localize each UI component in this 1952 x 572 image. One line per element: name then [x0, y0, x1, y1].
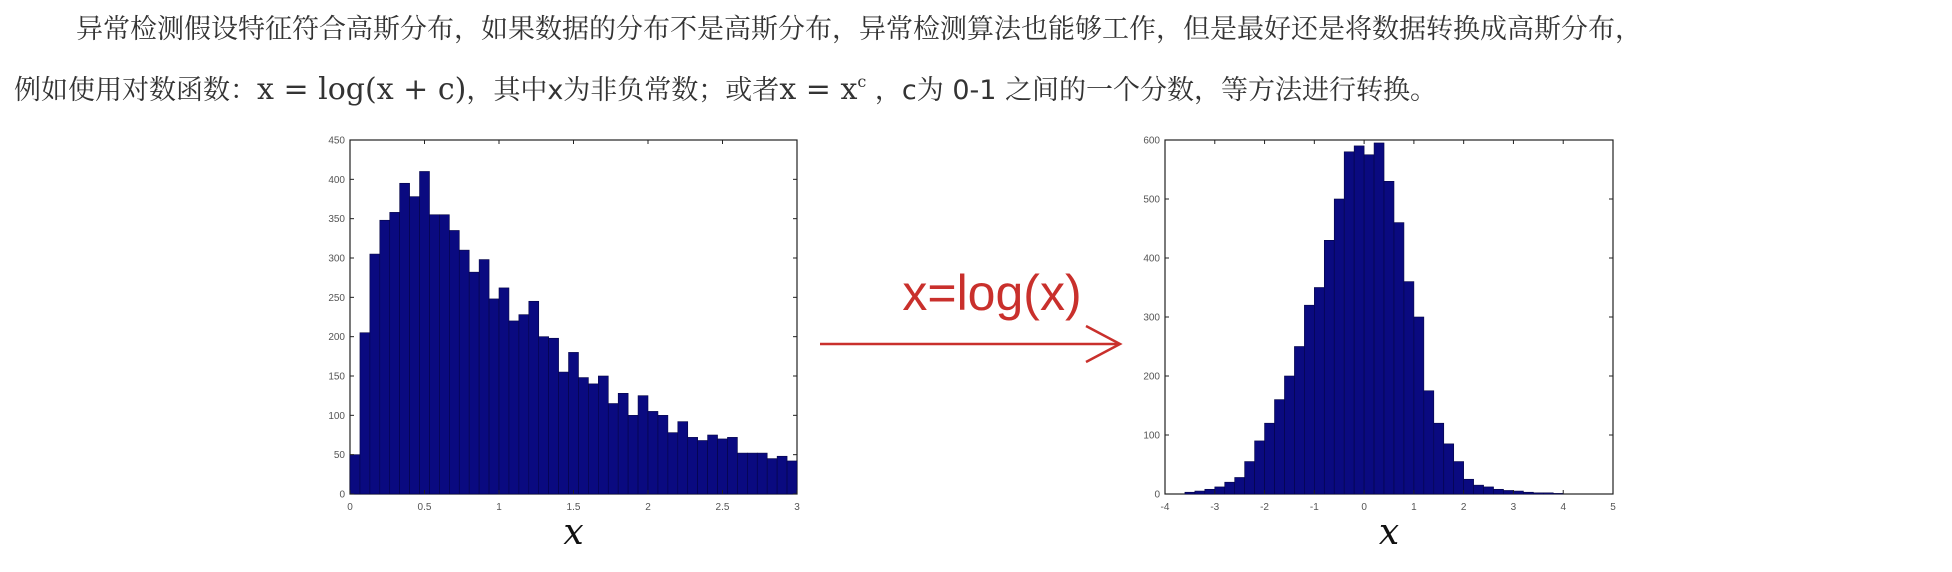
left-histogram-bar: [380, 220, 390, 494]
paragraph-line-2-suffix: ，c为 0-1 之间的一个分数，等方法进行转换。: [866, 75, 1438, 106]
right-x-tick-label: -4: [1160, 502, 1170, 513]
left-histogram-bar: [757, 453, 767, 494]
right-histogram-bar: [1304, 305, 1314, 494]
right-histogram-bar: [1484, 487, 1494, 494]
left-histogram-bar: [509, 321, 519, 494]
left-histogram-bar: [678, 422, 688, 494]
left-histogram-bar: [668, 433, 678, 494]
left-histogram-bar: [350, 455, 360, 494]
formula-power-exponent: c: [857, 72, 867, 91]
left-histogram-bar: [588, 384, 598, 494]
left-histogram-bar: [618, 393, 628, 494]
left-y-tick-label: 0: [339, 489, 345, 501]
right-x-tick-label: 3: [1510, 502, 1517, 513]
right-histogram-bar: [1384, 181, 1394, 494]
paragraph-line-2-mid: ，其中x为非负常数；或者: [466, 75, 780, 106]
left-y-tick-label: 250: [328, 292, 345, 304]
left-histogram-bar: [439, 215, 449, 494]
paragraph-line-2-prefix: 例如使用对数函数：: [14, 75, 257, 106]
right-histogram-bar: [1374, 143, 1384, 494]
left-histogram-bar: [767, 459, 777, 494]
right-histogram-bar: [1284, 376, 1294, 494]
right-histogram-bar: [1215, 487, 1225, 494]
right-histogram-bar: [1454, 462, 1464, 494]
right-histogram-bar: [1334, 199, 1344, 494]
left-histogram-bar: [628, 415, 638, 494]
left-histogram-bar: [459, 250, 469, 494]
left-histogram-bar: [489, 299, 499, 494]
right-histogram-bar: [1324, 240, 1334, 494]
left-x-tick-label: 2.5: [715, 502, 730, 513]
transform-arrow: [820, 265, 1120, 362]
right-histogram-bar: [1255, 441, 1265, 494]
left-histogram-bar: [549, 338, 559, 494]
left-y-tick-label: 50: [333, 450, 345, 462]
left-histogram-bar: [737, 453, 747, 494]
left-histogram-bar: [559, 372, 569, 494]
right-x-tick-label: -2: [1260, 502, 1270, 513]
right-histogram-bar: [1195, 491, 1205, 494]
right-histogram-bar: [1235, 477, 1245, 494]
right-histogram-bar: [1533, 493, 1543, 494]
right-histogram-bar: [1474, 485, 1484, 494]
left-x-tick-label: 0: [347, 502, 353, 513]
left-histogram-bar: [539, 337, 549, 494]
right-histogram-bar: [1444, 444, 1454, 494]
right-x-tick-label: -1: [1309, 502, 1319, 513]
right-histogram-bar: [1225, 482, 1235, 494]
left-histogram-bar: [787, 461, 797, 494]
left-histogram-bar: [390, 212, 400, 494]
right-histogram-bar: [1434, 423, 1444, 494]
right-histogram-bar: [1245, 462, 1255, 494]
right-y-tick-label: 200: [1143, 371, 1160, 383]
right-histogram-bar: [1553, 493, 1563, 494]
right-x-axis-label: x: [1378, 512, 1400, 553]
right-y-tick-label: 0: [1154, 489, 1160, 501]
right-histogram-bar: [1424, 391, 1434, 494]
left-histogram-bar: [529, 301, 539, 494]
left-histogram-bar: [608, 404, 618, 494]
right-x-tick-label: 0: [1361, 502, 1367, 513]
left-histogram-bar: [708, 435, 718, 494]
left-histogram-bar: [569, 352, 579, 494]
right-y-tick-label: 600: [1143, 135, 1160, 147]
left-histogram-bar: [519, 315, 529, 494]
right-y-tick-label: 500: [1143, 194, 1160, 206]
left-histogram-bar: [370, 254, 380, 494]
formula-power-base: x = x: [779, 72, 858, 107]
left-histogram-bar: [598, 376, 608, 494]
left-histogram-bar: [718, 439, 728, 494]
right-histogram-bar: [1314, 288, 1324, 495]
left-histogram-bar: [698, 441, 708, 494]
formula-log-transform: x = log(x + c): [257, 72, 467, 107]
left-x-axis-label: x: [563, 512, 584, 553]
left-histogram-bar: [420, 171, 430, 494]
left-histogram-bar: [747, 453, 757, 494]
left-y-tick-label: 400: [328, 174, 345, 186]
left-histogram-bar: [469, 272, 479, 494]
left-y-tick-label: 450: [328, 135, 345, 147]
right-histogram-bar: [1494, 489, 1504, 494]
right-histogram-bar: [1275, 400, 1285, 494]
right-histogram-bar: [1185, 492, 1195, 494]
right-histogram-bar: [1294, 347, 1304, 495]
right-y-tick-label: 100: [1143, 430, 1160, 442]
right-y-tick-label: 400: [1143, 253, 1160, 265]
right-histogram-bar: [1354, 146, 1364, 494]
right-histogram-bar: [1523, 492, 1533, 494]
left-x-tick-label: 2: [645, 502, 651, 513]
left-histogram-bar: [648, 411, 658, 494]
right-x-tick-label: -3: [1210, 502, 1220, 513]
right-histogram-bar: [1344, 152, 1354, 494]
left-histogram-bar: [638, 396, 648, 494]
right-histogram-bar: [1503, 490, 1513, 494]
right-y-tick-label: 300: [1143, 312, 1160, 324]
skewed-histogram-chart: [328, 136, 800, 554]
left-y-tick-label: 200: [328, 332, 345, 344]
left-y-tick-label: 150: [328, 371, 345, 383]
left-y-tick-label: 100: [328, 410, 345, 422]
left-x-tick-label: 1.5: [566, 502, 581, 513]
right-x-tick-label: 4: [1560, 502, 1567, 513]
right-x-tick-label: 2: [1460, 502, 1467, 513]
right-histogram-bar: [1543, 493, 1553, 494]
left-histogram-bar: [777, 456, 787, 494]
left-histogram-bar: [479, 260, 489, 494]
right-histogram-bar: [1414, 317, 1424, 494]
left-histogram-bar: [449, 230, 459, 494]
gaussian-histogram-chart: [1143, 136, 1616, 554]
right-histogram-bar: [1513, 491, 1523, 494]
left-histogram-bar: [410, 197, 420, 494]
left-histogram-bar: [499, 288, 509, 494]
left-x-tick-label: 0.5: [417, 502, 432, 513]
left-histogram-bar: [727, 437, 737, 494]
right-histogram-bar: [1205, 489, 1215, 494]
left-x-tick-label: 1: [496, 502, 502, 513]
left-histogram-bar: [429, 215, 439, 494]
left-histogram-bar: [578, 378, 588, 494]
right-x-tick-label: 1: [1411, 502, 1417, 513]
right-histogram-bar: [1364, 155, 1374, 494]
transform-arrow-label: x=log(x): [902, 265, 1082, 321]
left-histogram-bar: [688, 437, 698, 494]
paragraph-line-1-text: 异常检测假设特征符合高斯分布，如果数据的分布不是高斯分布，异常检测算法也能够工作，但是最好还是将数据转换成高斯分布，: [76, 14, 1642, 45]
right-histogram-bar: [1404, 282, 1414, 494]
right-x-tick-label: 5: [1610, 502, 1616, 513]
left-y-tick-label: 300: [328, 253, 345, 265]
left-histogram-bar: [360, 333, 370, 494]
left-histogram-bar: [400, 183, 410, 494]
right-histogram-bar: [1394, 223, 1404, 494]
left-x-tick-label: 3: [794, 502, 800, 513]
left-histogram-bar: [658, 415, 668, 494]
right-histogram-bar: [1464, 479, 1474, 494]
left-y-tick-label: 350: [328, 214, 345, 226]
right-histogram-bar: [1265, 423, 1275, 494]
